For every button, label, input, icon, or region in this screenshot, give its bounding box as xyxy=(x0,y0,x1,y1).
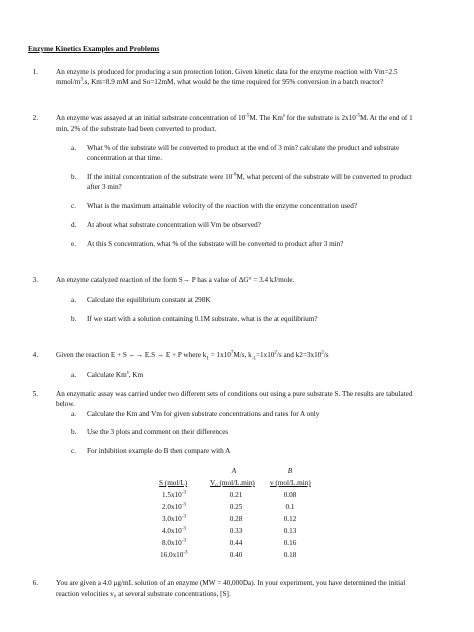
q4-line1-sup3: 2 xyxy=(321,350,324,356)
table-header-s: S (mol/L) xyxy=(159,479,188,487)
q2c-line1: What is the maximum attainable velocity of the reaction with the enzyme concentration used? xyxy=(87,202,358,210)
q3a-line1: Calculate the equilibrium constant at 298K xyxy=(87,296,211,304)
table-header-v: v (mol/L.min) xyxy=(270,479,311,487)
table-row-6-a: 0.40 xyxy=(229,551,243,559)
q2a-line2: concentration at that time. xyxy=(87,154,163,162)
table-row-2-a: 0.25 xyxy=(229,503,243,511)
q1-line2-a: mmol/m xyxy=(56,78,81,86)
q5c-line1: For inhibition example do B then compare with A xyxy=(87,447,231,455)
q3-number: 3. xyxy=(32,276,38,284)
q1-line2 xyxy=(56,77,383,87)
q4-line1-e: /s and k2=3x10 xyxy=(276,351,322,359)
table-row-2-b: 0.1 xyxy=(285,503,295,511)
row4-s-sup: -3 xyxy=(181,526,186,532)
q3-line1: An enzyme catalyzed reaction of the form S→ P has a value of ΔG° = 3.4 kJ/mole. xyxy=(56,276,295,284)
q2b-line2: after 3 min? xyxy=(87,183,122,191)
table-row-3-b: 0.12 xyxy=(283,515,297,523)
q4a-line1 xyxy=(87,370,143,380)
row3-s-sup: -3 xyxy=(181,514,186,520)
table-row-1-s xyxy=(162,490,186,500)
q4-line1 xyxy=(56,350,329,360)
q2-line2: min, 2% of the substrate had been converted to product. xyxy=(56,125,217,133)
q6-number: 6. xyxy=(32,579,38,587)
q4-line1-sup1: 7 xyxy=(230,350,234,356)
q2-line1-sup3: -5 xyxy=(355,113,360,119)
table-row-6-b: 0.18 xyxy=(283,551,297,559)
q4a-text-b: , Km xyxy=(128,371,144,379)
q2b-line1-b: M, what percent of the substrate will be converted to product xyxy=(236,173,412,181)
q3b-line1: If we start with a solution containing 0.1M substrate, what is the at equilibrium? xyxy=(87,315,318,323)
q2d-label: d. xyxy=(71,221,77,229)
q5-number: 5. xyxy=(32,390,38,398)
table-row-4-b: 0.13 xyxy=(283,527,297,535)
row1-s-sup: -3 xyxy=(181,490,186,496)
row6-s-sup: -3 xyxy=(183,550,188,556)
q4-line1-b: = 1x10 xyxy=(208,351,231,359)
table-header-v0: V₀ (mol/L.min) xyxy=(210,479,255,487)
q4a-sup: s xyxy=(126,370,129,376)
q2b-line1-sup: -6 xyxy=(232,172,237,178)
q1-line2-sup: 3 xyxy=(80,77,83,83)
table-row-2-s xyxy=(162,502,186,512)
q2b-line1 xyxy=(87,172,412,182)
q2a-label: a. xyxy=(71,144,76,152)
table-row-3-s xyxy=(162,514,186,524)
q5b-label: b. xyxy=(71,428,77,436)
q2e-line1: At this S concentration, what % of the substrate will be converted to product after 3 min? xyxy=(87,240,344,248)
q2b-line1-a: If the initial concentration of the substrate were 10 xyxy=(87,173,233,181)
row4-s-text: 4.0x10 xyxy=(162,527,182,535)
q6-line2: reaction velocities v₀ at several substrate concentrations, [S]. xyxy=(56,590,231,598)
q5b-line1: Use the 3 plots and comment on their differences xyxy=(87,428,229,436)
table-row-5-a: 0.44 xyxy=(229,539,243,547)
table-col-b-label: B xyxy=(287,467,293,475)
q2d-line1: At about what substrate concentration will Vm be observed? xyxy=(87,221,261,229)
table-row-4-a: 0.33 xyxy=(229,527,243,535)
q2-line1-c: for the substrate is 2x10 xyxy=(284,114,356,122)
q1-line1: An enzyme is produced for producing a sun protection lotion. Given kinetic data for the enzyme reaction with Vm=2.5 xyxy=(56,68,398,76)
row5-s-sup: -3 xyxy=(181,538,186,544)
q4-line1-sub2: -1 xyxy=(251,356,256,362)
table-row-3-a: 0.28 xyxy=(229,515,243,523)
q2-line1-b: M. The Km xyxy=(249,114,283,122)
table-col-a-label: A xyxy=(231,467,237,475)
q4-number: 4. xyxy=(32,351,38,359)
q5-line2: below. xyxy=(56,400,75,408)
row2-s-text: 2.0x10 xyxy=(162,503,182,511)
q6-line1: You are given a 4.0 μg/mL solution of an enzyme (MW = 40,000Da). In your experiment, you have determined the initial xyxy=(56,579,406,587)
row6-s-text: 16.0x10 xyxy=(160,551,184,559)
q5-line1: An enzymatic assay was carried under two different sets of conditions out using a pure substrate S. The results are tabulated xyxy=(56,390,413,398)
q4-line1-a: Given the reaction E + S ←→ E.S → E + P where k xyxy=(56,351,207,359)
q2c-label: c. xyxy=(71,202,76,210)
q2-line1-d: M. At the end of 1 xyxy=(360,114,413,122)
q4a-text-a: Calculate Km xyxy=(87,371,127,379)
q2b-label: b. xyxy=(71,173,77,181)
table-row-6-s xyxy=(160,550,188,560)
row1-s-text: 1.5x10 xyxy=(162,491,182,499)
row3-s-text: 3.0x10 xyxy=(162,515,182,523)
q4-line1-sub1: 1 xyxy=(206,356,209,362)
q2-line1-sup2: s xyxy=(283,113,285,119)
q1-line2-b: .s, Km=8.9 mM and So=12mM, what would be the time required for 95% conversion in a batch reactor? xyxy=(82,78,384,86)
q4-line1-sup2: 2 xyxy=(274,350,277,356)
q4-line1-f: /s xyxy=(323,351,329,359)
q2a-line1: What % of the substrate will be converted to product at the end of 3 min? calculate the product and substrate xyxy=(87,144,400,152)
q2-number: 2. xyxy=(32,114,38,122)
q5a-line1: Calculate the Km and Vm for given substrate concentrations and rates for A only xyxy=(87,410,320,418)
q2-line1-sup1: -5 xyxy=(245,113,250,119)
row5-s-text: 8.0x10 xyxy=(162,539,182,547)
q2-line1-a: An enzyme was assayed at an initial substrate concentration of 10 xyxy=(56,114,246,122)
table-row-4-s xyxy=(162,526,186,536)
q3b-label: b. xyxy=(71,315,77,323)
q2e-label: e. xyxy=(71,240,76,248)
document-title: Enzyme Kinetics Examples and Problems xyxy=(28,44,160,53)
q4a-label: a. xyxy=(71,371,76,379)
q3a-label: a. xyxy=(71,296,76,304)
q5a-label: a. xyxy=(71,410,76,418)
table-row-1-b: 0.08 xyxy=(283,491,297,499)
table-row-5-s xyxy=(162,538,186,548)
q4-line1-d: =1x10 xyxy=(255,351,275,359)
row2-s-sup: -3 xyxy=(181,502,186,508)
q5c-label: c. xyxy=(71,447,76,455)
q2-line1 xyxy=(56,113,413,123)
q1-number: 1. xyxy=(32,68,38,76)
table-row-1-a: 0.21 xyxy=(229,491,243,499)
q4-line1-c: M/s, k xyxy=(233,351,252,359)
table-row-5-b: 0.16 xyxy=(283,539,297,547)
